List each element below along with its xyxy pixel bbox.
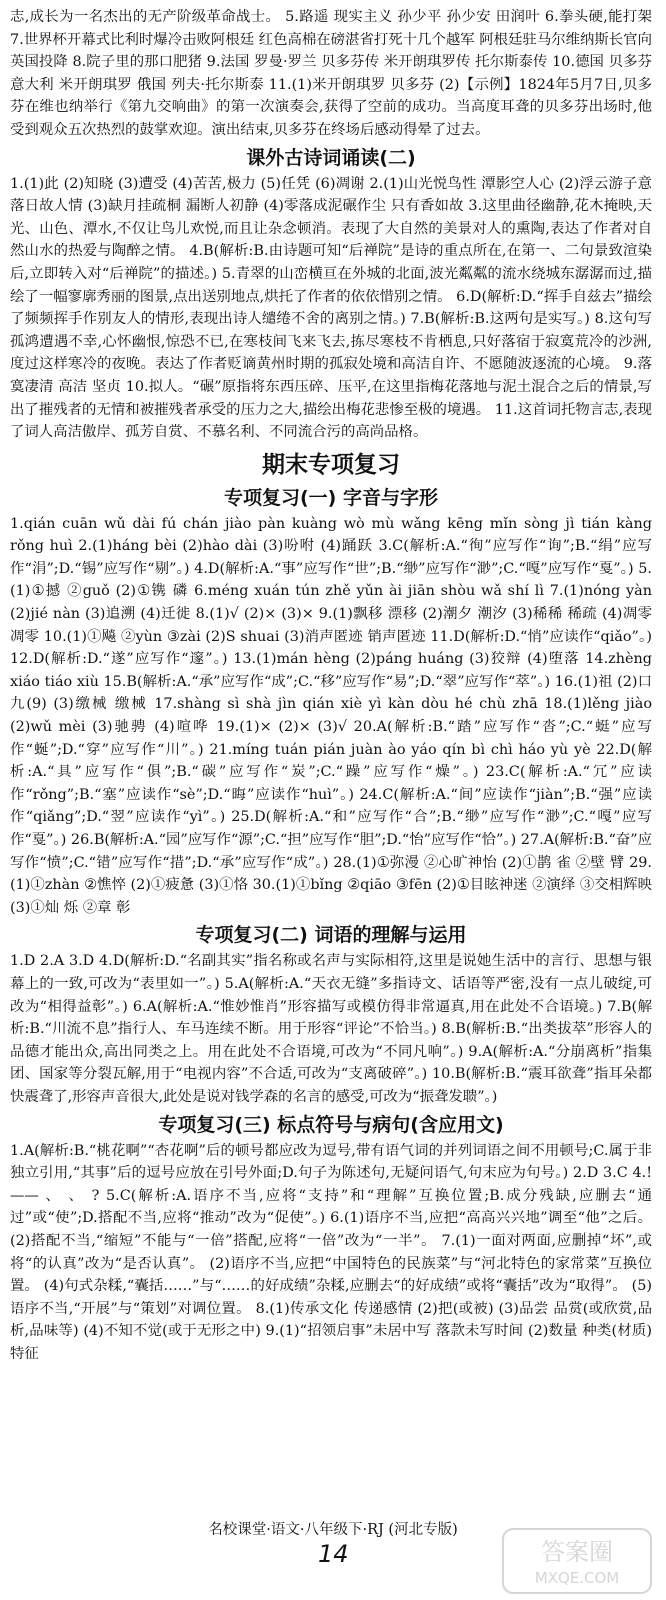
watermark-logo-icon [502,1528,652,1594]
section-heading-review-3: 专项复习(三) 标点符号与病句(含应用文) [158,1113,504,1136]
paragraph-poetry-answers: 1.(1)此 (2)知晓 (3)遭受 (4)苦苦,极力 (5)任凭 (6)凋谢 2.(1)山光悦鸟性 潭影空人心 (2)浮云游子意 落日故人情 (3)缺月挂疏桐 漏断人初静 (4)零落成泥碾作尘 只有香如故 3.这里曲径幽静,花木掩映,天光、山色、潭水,不仅让鸟儿欢悦,而且让杂念顿消。表现了大自然的美景对人的熏陶,表达了作者对自然山水的热爱与陶醉之情。 4.B(解析:B.由诗题可知“后禅院”是诗的重点所在,在第一、二句景致渲染后,立即转入对“后禅院”的描述。) 5.青翠的山峦横亘在外城的北面,波光粼粼的流水绕城东潺潺而过,描绘了一幅寥廓秀丽的图景,点出送别地点,烘托了作者的依依惜别之情。 6.D(解析:D.“挥手自兹去”描绘了频频挥手作别友人的情形,表现出诗人缱绻不舍的离别之情。) 7.B(解析:B.这两句是实写。) 8.这句写孤鸿遭遇不幸,心怀幽恨,惊恐不已,在寒枝间飞来飞去,拣尽寒枝不肯栖息,只好落宿于寂寞荒冷的沙洲,度过这样寒冷的夜晚。表达了作者贬谪黄州时期的孤寂处境和高洁自许、不愿随波逐流的心境。 9.落寞凄清 高洁 坚贞 10.拟人。“碾”原指将东西压碎、压平,在这里指梅花落地与泥土混合之后的情景,写出了摧残者的无情和被摧残者承受的压力之大,描绘出梅花悲惨至极的境遇。 11.这首词托物言志,表现了词人高洁傲岸、孤芳自赏、不慕名利、不同流合污的高尚品格。 [10,175,652,441]
page-number: 14 [318,1540,349,1568]
paragraph-review-3-answers: 1.A(解析:B.“桃花啊”“杏花啊”后的顿号都应改为逗号,带有语气词的并列词语之间不用顿号;C.属于非独立引用,“其事”后的逗号应放在引号外面;D.句子为陈述句,无疑问语气,句末应为句号。) 2.D 3.C 4.! —— 、 、 ? 5.C(解析:A.语序不当,应将“支持”和“理解”互换位置;B.成分残缺,应删去“通过”或“使”;D.搭配不当,应将“推动”改为“促使”。) 6.(1)语序不当,应把“高高兴兴地”调至“他”之后。 (2)搭配不当,“缩短”不能与“一倍”搭配,应将“一倍”改为“一半”。 7.(1)一面对两面,应删掉“坏”,或将“的认真”改为“是否认真”。 (2)语序不当,应把“中国特色的民族菜”与“河北特色的家常菜”互换位置。 (4)句式杂糅,“囊括……”与“……的好成绩”杂糅,应删去“的好成绩”或将“囊括”改为“取得”。 (5)语序不当,“开展”与“策划”对调位置。 8.(1)传承文化 传递感情 (2)把(或被) (3)品尝 品赏(或欣赏,品析,品味等) (4)不知不觉(或于无形之中) 9.(1)“招领启事”未居中写 落款未写时间 (2)数量 种类(材质) 特征 [10,1142,652,1362]
section-heading-ancient-poetry: 课外古诗词诵读(二) [246,146,416,169]
content-flow [10,6,652,1365]
svg-text:答案圈: 答案圈 [541,1538,613,1566]
svg-text:MXQE.COM: MXQE.COM [534,1569,620,1587]
paragraph-review-2-answers: 1.D 2.A 3.D 4.D(解析:D.“名副其实”指名称或名声与实际相符,这里是说她生活中的言行、思想与银幕上的一致,可改为“表里如一”。) 5.A(解析:A.“天衣无缝”多指诗文、话语等严密,没有一点儿破绽,可改为“相得益彰”。) 6.A(解析:A.“惟妙惟肖”形容描写或模仿得非常逼真,用在此处不合语境。) 7.B(解析:B.“川流不息”指行人、车马连续不断。用于形容“评论”不恰当。) 8.B(解析:B.“出类拔萃”形容人的品德才能出众,高出同类之上。用在此处不合语境,可改为“不同凡响”。) 9.A(解析:A.“分崩离析”指集团、国家等分裂瓦解,用于“电视内容”不合适,可改为“支离破碎”。) 10.B(解析:B.“震耳欲聋”指耳朵都快震聋了,形容声音很大,此处是说对钱学森的名言的感受,可改为“振聋发聩”。) [10,953,652,1105]
page-footer: 名校课堂·语文·八年级下·RJ (河北专版) [208,1522,458,1538]
section-heading-review-2: 专项复习(二) 词语的理解与运用 [195,924,467,947]
paragraph-reading-answers: 志,成长为一名杰出的无产阶级革命战士。 5.路遥 现实主义 孙少平 孙少安 田润叶 6.拳头硬,能打架 7.世界杯开幕式比利时爆冷击败阿根廷 红色高棉在磅湛省打死十几个越军 阿根廷驻马尔维纳斯长官向英国投降 8.院子里的那口肥猪 9.法国 罗曼·罗兰 贝多芬传 米开朗琪罗传 托尔斯泰传 10.德国 贝多芬 意大利 米开朗琪罗 俄国 列夫·托尔斯泰 11.(1)米开朗琪罗 贝多芬 (2)【示例】1824年5月7日,贝多芬在维也纳举行《第九交响曲》的第一次演奏会,获得了空前的成功。当高度耳聋的贝多芬出场时,他受到观众五次热烈的鼓掌欢迎。演出结束,贝多芬在终场后感动得晕了过去。 [10,9,652,138]
paragraph-review-1-answers: 1.qián cuān wǔ dài fú chán jiào pàn kuàng wò mù wǎng kēng mǐn sòng jì tián kàng rǒng huì 2.(1)háng bèi (2)hào dài (3)吩咐 (4)踊跃 3.C(解析:A.“徇”应写作“询”;B.“绢”应写作“涓”;D.“锡”应写作“剔”。) 4.D(解析:A.“事”应写作“世”;B.“缈”应写作“渺”;C.“嘎”应写作“戛”。) 5.(1)①撼 ②guǒ (2)①镌 磷 6.méng xuán tún zhě yǔn ài jiān shòu wǎ shí lì 7.(1)nóng yàn (2)jié nàn (3)追溯 (4)迁徙 8.(1)√ (2)× (3)× 9.(1)飘移 漂移 (2)潮夕 潮汐 (3)稀稀 稀疏 (4)凋零 凋零 10.(1)①飚 ②yùn ③zài (2)S shuai (3)消声匿迹 销声匿迹 11.D(解析:D.“悄”应读作“qiǎo”。) 12.D(解析:D.“遂”应写作“邃”。) 13.(1)mán hèng (2)páng huáng (3)狡辩 (4)堕落 14.zhèng xiáo tiáo xiù 15.B(解析:A.“承”应写作“成”;C.“移”应写作“易”;D.“翠”应写作“萃”。) 16.(1)祖 (2)口 九(9) (3)缴械 缴械 17.shàng sì shà jìn qián xiè yì kàn dòu hé chù zhā 18.(1)lěng jiào (2)wǔ mèi (3)驰骋 (4)喧哗 19.(1)× (2)× (3)√ 20.A(解析:B.“踏”应写作“沓”;C.“蜓”应写作“蜒”;D.“穿”应写作“川”。) 21.míng tuán pián juàn ào yáo qín bì chì háo yù yè 22.D(解析:A.“具”应写作“俱”;B.“碳”应写作“炭”;C.“躁”应写作“燥”。) 23.C(解析:A.“冗”应读作“rǒng”;B.“塞”应读作“sè”;D.“晦”应读作“huì”。) 24.C(解析:A.“间”应读作“jiàn”;B.“强”应读作“qiǎng”;D.“翌”应读作“yì”。) 25.D(解析:A.“和”应写作“合”;B.“缈”应写作“渺”;C.“嘎”应写作“戛”。) 26.B(解析:A.“园”应写作“源”;C.“担”应写作“胆”;D.“怡”应写作“恰”。) 27.A(解析:B.“奋”应写作“愤”;C.“错”应写作“措”;D.“承”应写作“成”。) 28.(1)①弥漫 ②心旷神怡 (2)①鹊 雀 ②壁 臂 29.(1)①zhàn ②憔悴 (2)①疲惫 (3)①恪 30.(1)①bǐng ②qiāo ③fēn (2)①目眩神迷 ②演绎 ③交相辉映 (3)①灿 烁 ②章 彰 [10,515,652,916]
section-heading-review-1: 专项复习(一) 字音与字形 [224,486,438,509]
major-heading-final-review: 期末专项复习 [262,451,400,478]
